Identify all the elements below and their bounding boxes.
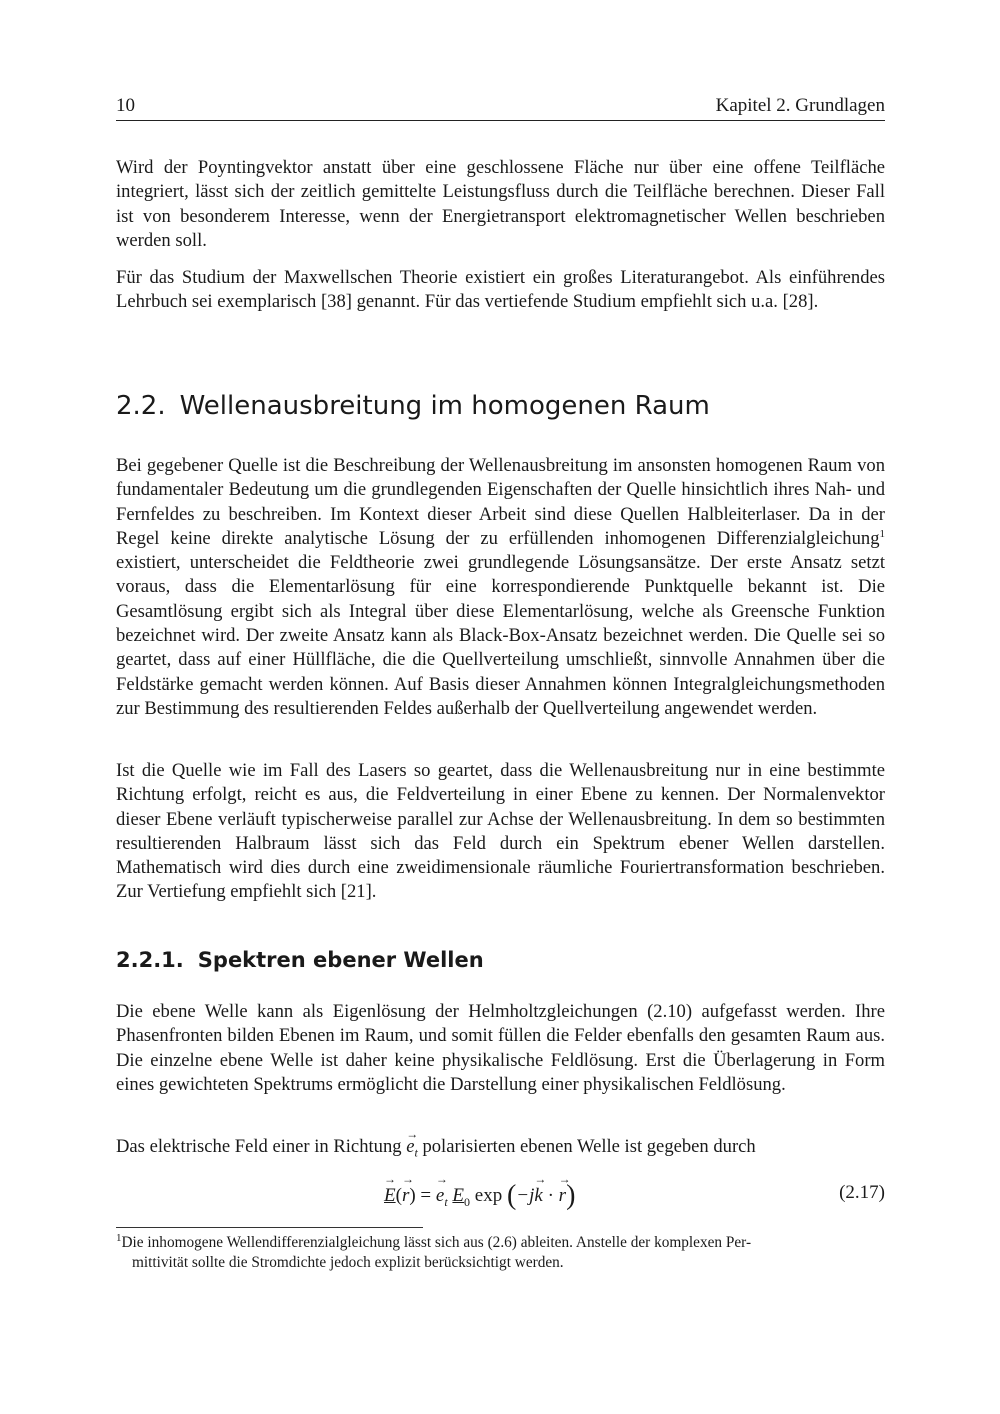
unit-vector-e: → e — [406, 1135, 414, 1159]
right-paren: ) — [566, 1180, 576, 1211]
paragraph-plane-wave: Die ebene Welle kann als Eigenlösung der Helmholtzgleichungen (2.10) aufgefasst werden. Ihre Phasenfronten bilden Ebenen im Raum, und somit füllen die Felder ebenfalls den gesamten Raum aus. Die einzelne ebene Welle ist daher keine physikalische Feldlösung. Erst die Überlagerung in Form eines gewichteten Spektrums ermöglicht die Darstellung einer physikalischen Feldlösung. — [116, 1001, 885, 1095]
unit-vector-subscript: t — [444, 1194, 448, 1209]
chapter-title: Kapitel 2. Grundlagen — [715, 95, 885, 116]
minus-j: −j — [516, 1185, 535, 1206]
amplitude-E0: $E_0$ — [452, 1185, 471, 1209]
paragraph-wave-propagation — [116, 454, 885, 721]
page-number: 10 — [116, 95, 135, 116]
footnote-line: Die inhomogene Wellendifferenzialgleichung lässt sich aus (2.6) ableiten. Anstelle der komplexen Per- — [121, 1234, 752, 1251]
document-page — [116, 0, 885, 1414]
unit-vector-e: → e — [436, 1185, 444, 1207]
exp-function: exp — [474, 1185, 503, 1206]
section-heading — [116, 386, 710, 426]
paragraph-literature: Für das Studium der Maxwellschen Theorie existiert ein großes Literaturangebot. Als einführendes Lehrbuch sei exemplarisch [38] genannt. Für das vertiefende Studium empfiehlt sich u.a. [28]. — [116, 267, 885, 313]
subsection-title: Spektren ebener Wellen — [197, 948, 484, 972]
paragraph-poynting: Wird der Poyntingvektor anstatt über eine geschlossene Fläche nur über eine offene Teilfläche integriert, lässt sich der zeitlich gemittelte Leistungsfluss durch die Teilfläche berechnen. Dieser Fall ist von besonderem Interesse, wenn der Energietransport elektromagnetischer Wellen beschrieben werden soll. — [116, 157, 885, 251]
subsection-number: 2.2.1. — [116, 948, 184, 972]
paragraph-part: existiert, unterscheidet die Feldtheorie zwei grundlegende Lösungsansätze. Der erste Ansatz setzt voraus, dass die Elementarlösung für eine korrespondierende Punktquelle bekannt ist. Die Gesamtlösung ergibt sich als Integral über diese Elementarlösung, welche als Greensche Funktion bezeichnet wird. Der zweite Ansatz kann als Black-Box-Ansatz bezeichnet werden. Die Quelle sei so geartet, dass auf einer Hüllfläche, die die Quellverteilung umschließt, sinnvolle Annahmen über die Feldstärke gemacht werden können. Auf Basis dieser Annahmen können Integralgleichungsmethoden zur Bestimmung des resultierenden Feldes außerhalb der Quellverteilung angewendet werden. — [116, 552, 885, 719]
section-title: Wellenausbreitung im homogenen Raum — [179, 391, 710, 421]
field-vector-E: → E — [384, 1185, 396, 1207]
equation-formula: → E(→ r) = → $e_t$ $E_0$ exp (−j→ k · → r) — [384, 1180, 575, 1212]
footnote-line: mittivität sollte die Stromdichte jedoch explizit berücksichtigt werden. — [132, 1254, 564, 1271]
footnote-mark: 1 — [116, 1231, 122, 1244]
position-vector-r: → r — [559, 1185, 566, 1207]
dot-operator: · — [547, 1185, 554, 1206]
footnote — [116, 1233, 885, 1273]
left-paren: ( — [506, 1180, 517, 1211]
equation-number: (2.17) — [839, 1182, 885, 1203]
section-number: 2.2. — [116, 391, 166, 421]
paragraph-part: Bei gegebener Quelle ist die Beschreibung der Wellenausbreitung im ansonsten homogenen Raum von fundamentaler Bedeutung um die grundlegenden Eigenschaften der Quelle hinsichtlich ihres Nah- und Fernfeldes zu beschreiben. Im Kontext dieser Arbeit sind diese Quellen Halbleiterlaser. Da in der Regel keine direkte analytische Lösung der zu erfüllenden inhomogenen Differenzialgleichung — [116, 455, 885, 549]
equation-2-17 — [116, 1176, 885, 1212]
paragraph-electric-field — [116, 1135, 885, 1165]
paragraph-part: Das elektrische Feld einer in Richtung — [116, 1136, 407, 1157]
paragraph-part: polarisierten ebenen Welle ist gegeben durch — [417, 1136, 756, 1157]
position-vector-r: → r — [402, 1185, 409, 1207]
unit-vector-subscript: t — [414, 1145, 418, 1160]
wave-vector-k: → k — [534, 1185, 542, 1207]
footnote-separator — [116, 1227, 423, 1228]
running-header — [116, 92, 885, 121]
footnote-reference: 1 — [879, 527, 885, 540]
subsection-heading — [116, 944, 484, 976]
paragraph-half-space: Ist die Quelle wie im Fall des Lasers so geartet, dass die Wellenausbreitung nur in eine bestimmte Richtung erfolgt, reicht es aus, die Feldverteilung in einer Ebene zu kennen. Der Normalenvektor dieser Ebene verläuft typischerweise parallel zur Achse der Wellenausbreitung. In dem so bestimmten resultierenden Halbraum lässt sich das Feld durch ein Spektrum ebener Wellen darstellen. Mathematisch wird dies durch eine zweidimensionale räumliche Fouriertransformation beschrieben. Zur Vertiefung empfiehlt sich [21]. — [116, 760, 885, 903]
